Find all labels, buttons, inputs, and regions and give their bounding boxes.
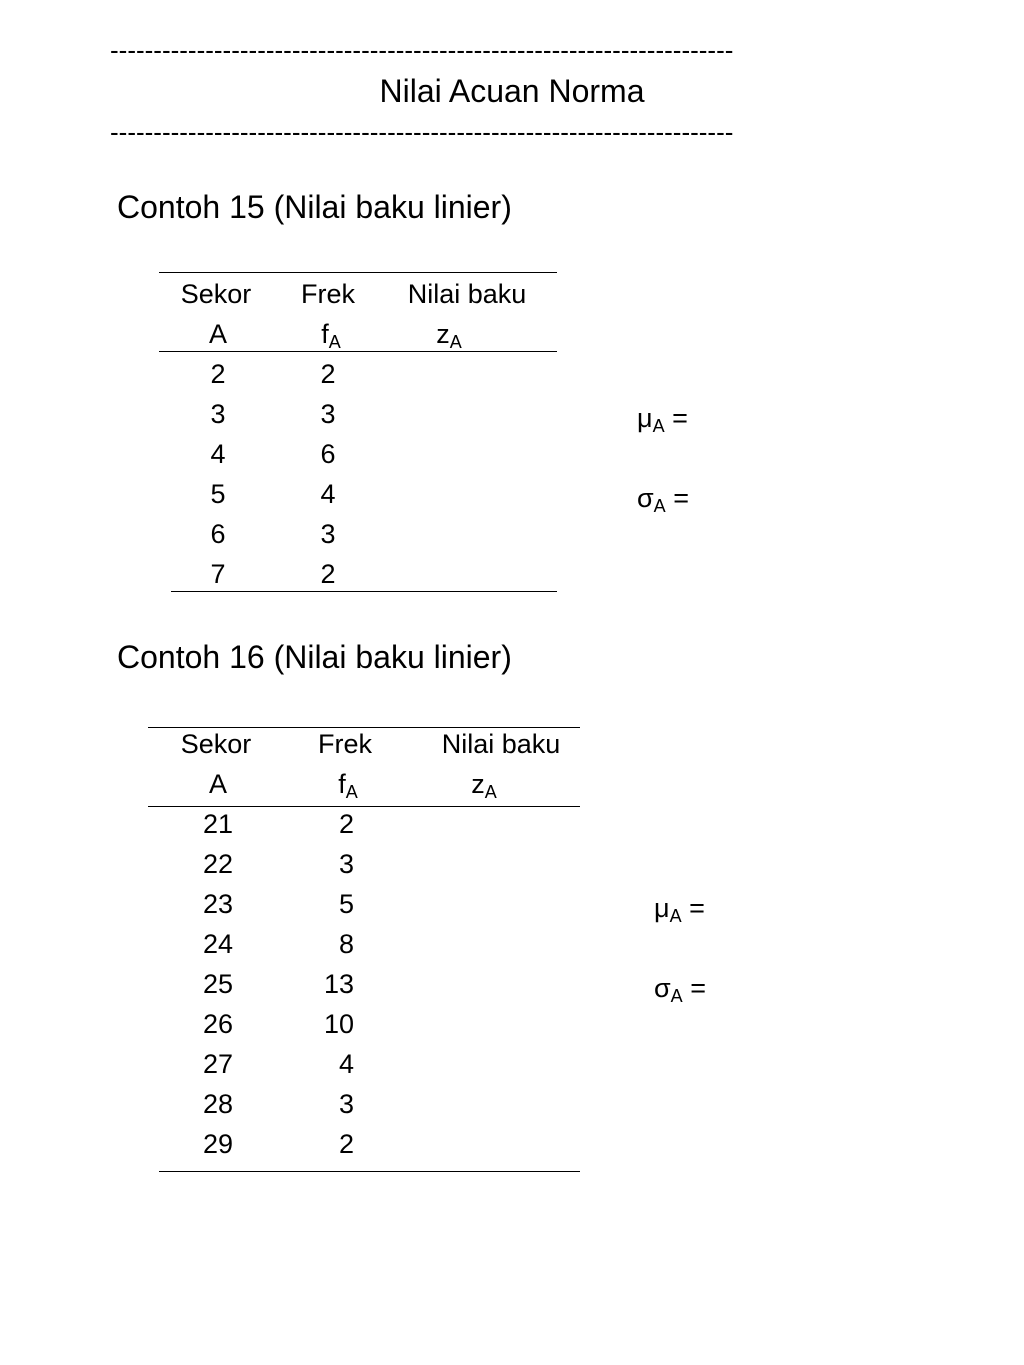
table-top-rule (159, 272, 557, 273)
column-header-frequency: Frek (318, 729, 372, 759)
table-cell-frequency: 3 (338, 849, 354, 879)
mean-label: $\mu_A$ = (654, 893, 705, 926)
example-15-heading: Contoh 15 (Nilai baku linier) (117, 189, 512, 225)
column-symbol-standard-score: $z_A$ (471, 769, 497, 802)
table-cell-frequency: 2 (338, 1129, 354, 1159)
table-cell-score: 29 (202, 1129, 234, 1159)
column-symbol-standard-score: $z_A$ (436, 319, 462, 352)
table-cell-score: 23 (202, 889, 234, 919)
table-cell-frequency: 8 (338, 929, 354, 959)
table-cell-score: 6 (210, 519, 226, 549)
example-16-heading: Contoh 16 (Nilai baku linier) (117, 639, 512, 675)
table-cell-score: 2 (210, 359, 226, 389)
column-header-standard-score: Nilai baku (407, 279, 527, 309)
table-header-rule (148, 806, 580, 807)
table-cell-score: 27 (202, 1049, 234, 1079)
table-cell-score: 22 (202, 849, 234, 879)
column-header-score: Sekor (180, 729, 252, 759)
table-cell-score: 3 (210, 399, 226, 429)
column-symbol-frequency: $f_A$ (338, 769, 358, 802)
table-cell-frequency: 5 (338, 889, 354, 919)
std-dev-label: $\sigma_A$ = (637, 483, 689, 516)
table-cell-score: 5 (210, 479, 226, 509)
column-symbol-frequency: $f_A$ (321, 319, 341, 352)
top-dash-divider: ------------------------------------------------------------------------ (110, 36, 734, 64)
table-cell-score: 28 (202, 1089, 234, 1119)
table-cell-frequency: 2 (338, 809, 354, 839)
bottom-dash-divider: ------------------------------------------------------------------------ (110, 118, 734, 146)
table-cell-score: 21 (202, 809, 234, 839)
column-header-frequency: Frek (301, 279, 355, 309)
table-cell-score: 7 (210, 559, 226, 589)
table-cell-frequency: 10 (323, 1009, 354, 1039)
table-bottom-rule (171, 591, 557, 592)
column-symbol-score: A (208, 319, 228, 349)
table-cell-frequency: 4 (338, 1049, 354, 1079)
table-cell-frequency: 3 (320, 399, 336, 429)
std-dev-label: $\sigma_A$ = (654, 973, 706, 1006)
column-symbol-score: A (208, 769, 228, 799)
column-header-score: Sekor (180, 279, 252, 309)
table-cell-score: 4 (210, 439, 226, 469)
column-header-standard-score: Nilai baku (441, 729, 561, 759)
page-title: Nilai Acuan Norma (379, 73, 645, 109)
table-cell-frequency: 2 (320, 359, 336, 389)
table-cell-frequency: 13 (323, 969, 354, 999)
table-cell-score: 25 (202, 969, 234, 999)
mean-label: $\mu_A$ = (637, 403, 688, 436)
table-top-rule (148, 727, 580, 728)
table-header-rule (159, 351, 557, 352)
table-cell-frequency: 3 (338, 1089, 354, 1119)
table-cell-score: 24 (202, 929, 234, 959)
table-cell-frequency: 4 (320, 479, 336, 509)
table-cell-frequency: 2 (320, 559, 336, 589)
table-bottom-rule (159, 1171, 580, 1172)
table-cell-frequency: 3 (320, 519, 336, 549)
table-cell-score: 26 (202, 1009, 234, 1039)
table-cell-frequency: 6 (320, 439, 336, 469)
